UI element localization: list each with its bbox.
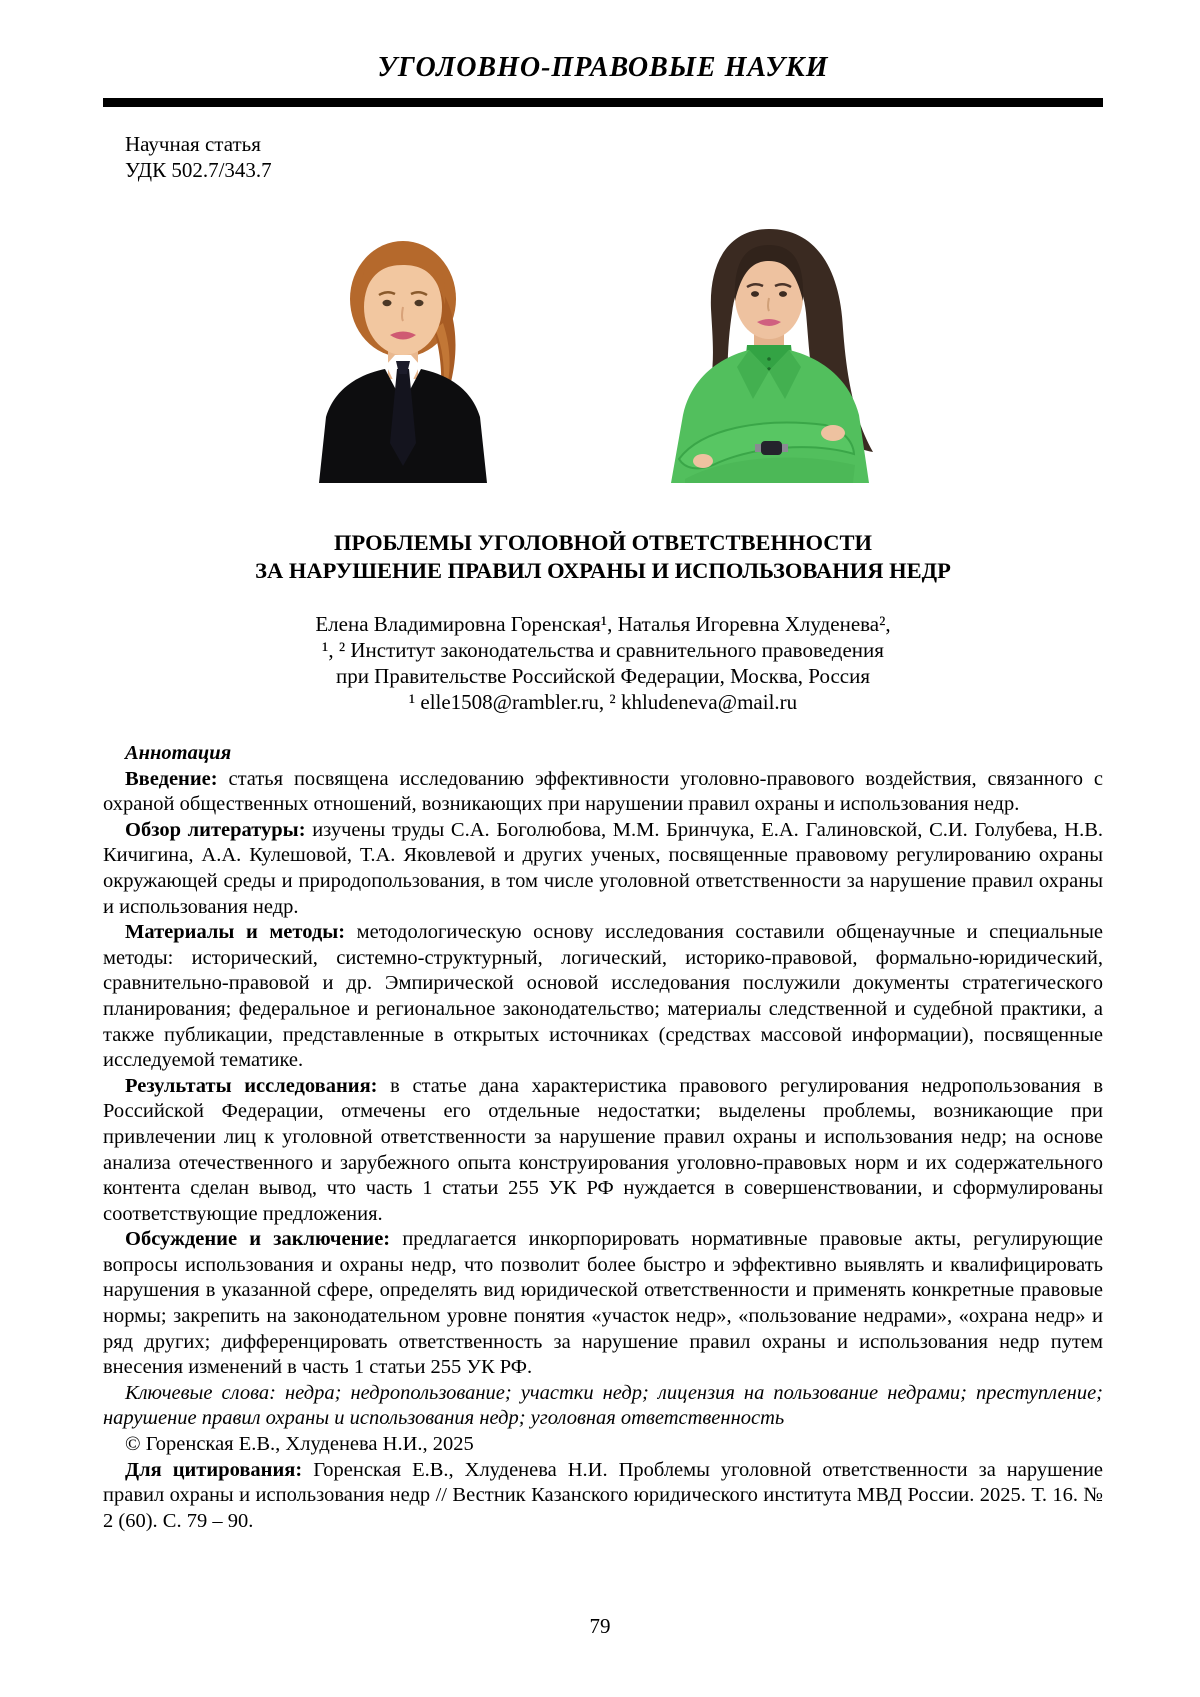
abstract-section [103,741,1103,1534]
abstract-paragraph-discussion-conclusion [103,1227,1103,1381]
paragraph-text: предлагается инкорпорировать нормативные правовые акты, регулирующие вопросы использования и охраны недр, что позволит более быстро и эффективно выявлять и квалифицировать нарушения в указанной сфере, определять вид юридической ответственности и применять конкретные правовые нормы; закрепить на законодательном уровне понятия «участок недр», «пользование недрами», «охрана недр» и ряд других; дифференцировать ответственность за нарушение правил охраны и использования недр путем внесения изменений в часть 1 статьи 255 УК РФ. [103,1228,1104,1379]
author-photos [103,201,1103,483]
keywords-label: Ключевые слова: [125,1381,276,1404]
paragraph-text: методологическую основу исследования составили общенаучные и специальные методы: исторический, системно-структурный, логический, историко-правовой, формально-юридический, сравнительно-правовой и др. Эмпирической основой исследования послужили документы стратегического планирования; федеральное и региональное законодательство; материалы следственной и судебной практики, а также публикации, представленные в открытых источниках (средствах массовой информации), посвященные исследуемой тематике. [103,921,1103,1072]
author-photo-1 [303,203,503,483]
citation-paragraph [103,1458,1103,1535]
affiliation-line1: ¹, ² Институт законодательства и сравнительного правоведения [322,638,884,662]
copyright-line: © Горенская Е.В., Хлуденева Н.И., 2025 [125,1433,474,1456]
article-title-line2: ЗА НАРУШЕНИЕ ПРАВИЛ ОХРАНЫ И ИСПОЛЬЗОВАНИЯ НЕДР [255,558,951,583]
abstract-heading: Аннотация [125,742,232,764]
author-names: Елена Владимировна Горенская¹, Наталья Игоревна Хлуденева², [315,612,891,636]
article-title-line1: ПРОБЛЕМЫ УГОЛОВНОЙ ОТВЕТСТВЕННОСТИ [333,530,873,555]
citation-label: Для цитирования: [125,1458,303,1481]
article-title [103,529,1103,585]
keywords-text: недра; недропользование; участки недр; лицензия на пользование недрами; преступление; нарушение правил охраны и использования недр; уголовная ответственность [103,1381,1103,1430]
paragraph-text: в статье дана характеристика правового регулирования недропользования в Российской Федерации, отмечены его отдельные недостатки; выделены проблемы, возникающие при привлечении лиц к уголовной ответственности за нарушение правил охраны и использования недр; на основе анализа отечественного и зарубежного опыта конструирования уголовно-правовых норм и их содержательного контента сделан вывод, что часть 1 статьи 255 УК РФ нуждается в совершенствовании, и сформулированы соответствующие предложения. [103,1074,1103,1225]
author-photo-2 [643,219,903,483]
paragraph-text: статья посвящена исследованию эффективности уголовно-правового воздействия, связанного с охраной общественных отношений, возникающих при нарушении правил охраны и использования недр. [103,767,1103,816]
abstract-paragraph-literature-review [103,818,1103,920]
paragraph-label: Результаты исследования: [125,1074,378,1097]
journal-header [103,52,1103,107]
authors-block [103,611,1103,715]
article-type-label: Научная статья [125,132,261,156]
section-title: УГОЛОВНО-ПРАВОВЫЕ НАУКИ [377,52,829,83]
keywords-paragraph [103,1381,1103,1432]
citation-text: Горенская Е.В., Хлуденева Н.И. Проблемы уголовной ответственности за нарушение правил охраны и использования недр // Вестник Казанского юридического института МВД России. 2025. Т. 16. № 2 (60). С. 79 – 90. [103,1458,1104,1532]
abstract-paragraph-materials-methods [103,920,1103,1074]
header-rule [103,98,1103,107]
article-meta [125,131,1103,183]
paragraph-label: Обзор литературы: [125,818,306,841]
author-emails: ¹ elle1508@rambler.ru, ² khludeneva@mail.ru [408,690,798,714]
paragraph-label: Введение: [125,767,218,790]
paragraph-text: изучены труды С.А. Боголюбова, М.М. Бринчука, Е.А. Галиновской, С.И. Голубева, Н.В. Кичигина, А.А. Кулешовой, Т.А. Яковлевой и других ученых, посвященные правовому регулированию охраны окружающей среды и природопользования, в том числе уголовной ответственности за нарушение правил охраны и использования недр. [103,818,1103,918]
abstract-paragraph-introduction [103,767,1103,818]
paragraph-label: Материалы и методы: [125,921,346,944]
paragraph-label: Обсуждение и заключение: [125,1228,391,1251]
abstract-paragraph-results [103,1074,1103,1228]
page-number: 79 [589,1614,611,1638]
page-footer [0,1614,1200,1639]
udk-code: УДК 502.7/343.7 [125,158,272,182]
affiliation-line2: при Правительстве Российской Федерации, Москва, Россия [335,664,871,688]
